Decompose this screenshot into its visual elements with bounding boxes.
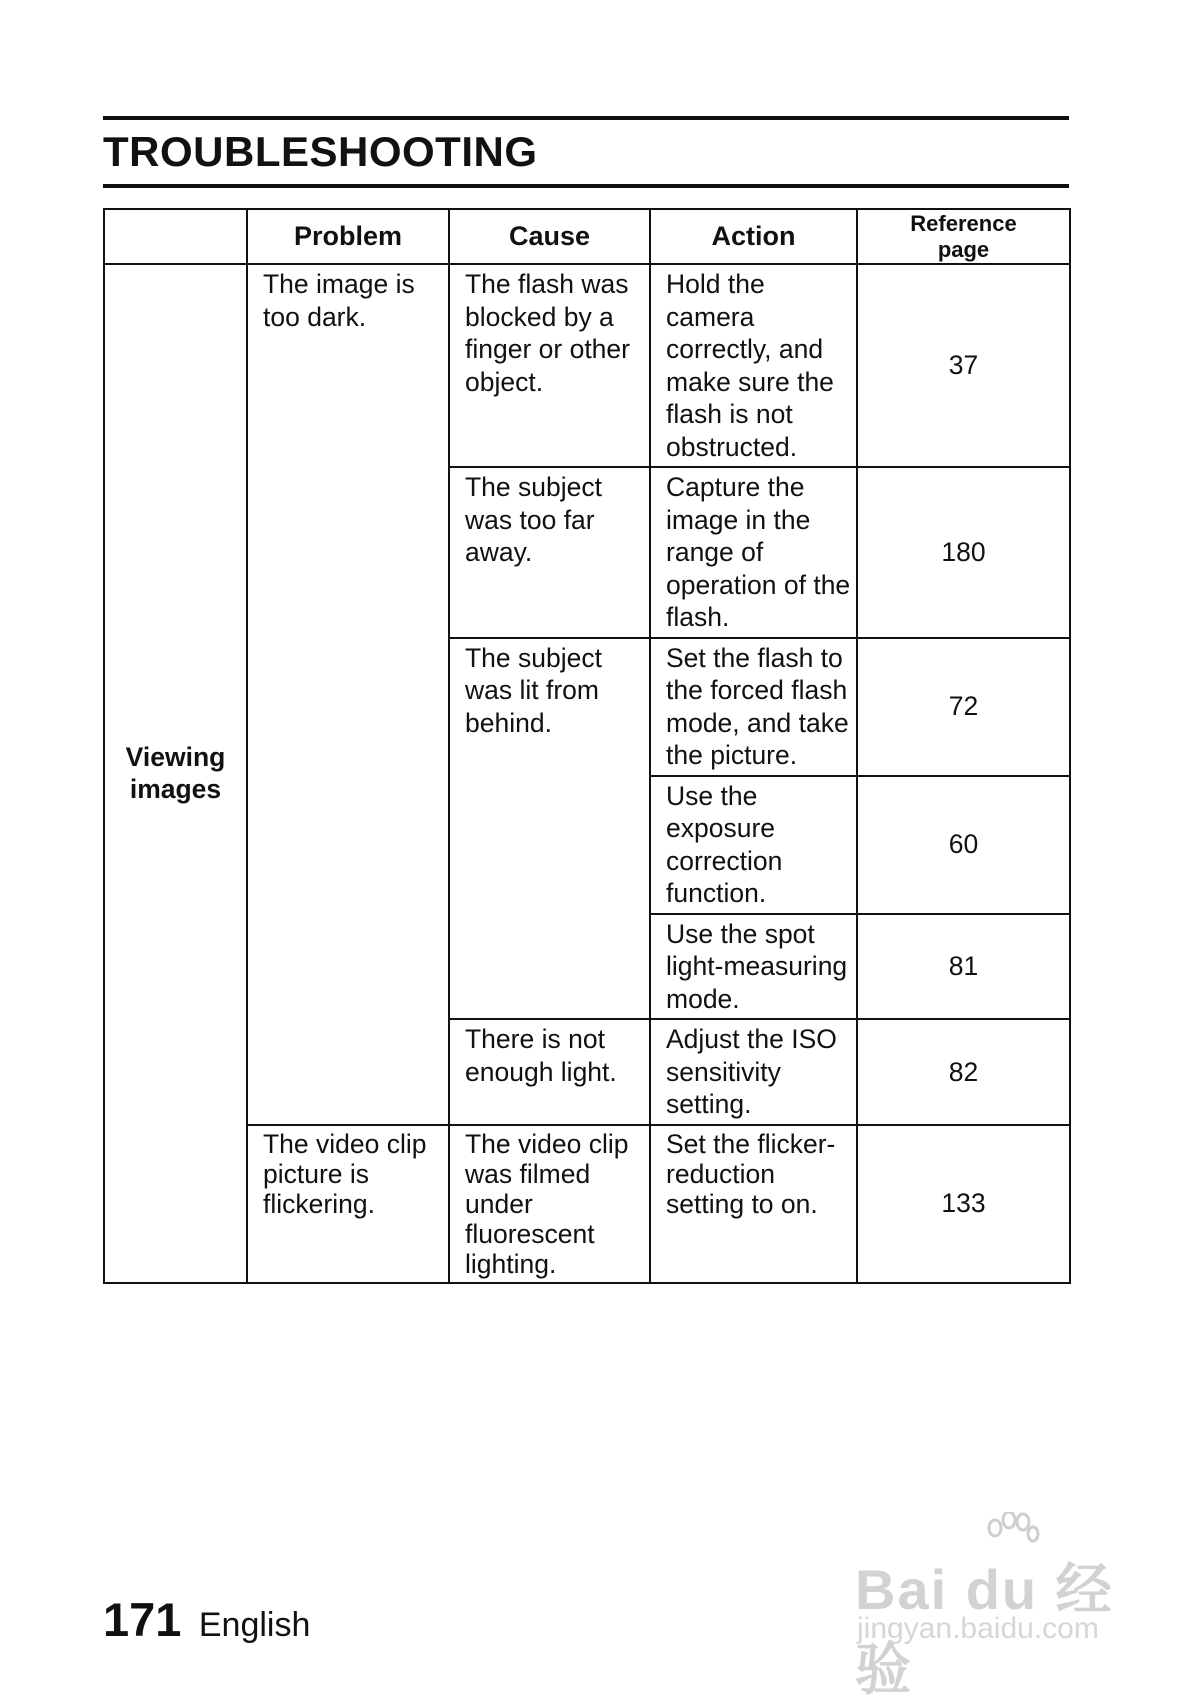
problem-cell: The image is too dark.: [247, 264, 449, 1125]
table-row: [104, 264, 1070, 467]
action-cell: Hold the camera correctly, and make sure the flash is not obstructed.: [650, 264, 857, 467]
action-cell: Set the flicker-reduction setting to on.: [650, 1125, 857, 1283]
category-cell: [104, 264, 247, 1283]
cause-cell: The subject was lit from behind.: [449, 638, 650, 1020]
header-action: Action: [650, 209, 857, 264]
reference-page-cell: 37: [857, 264, 1070, 467]
problem-cell: The video clip picture is flickering.: [247, 1125, 449, 1283]
cause-cell: There is not enough light.: [449, 1019, 650, 1125]
action-cell: Use the exposure correction function.: [650, 776, 857, 914]
page-footer: [103, 1592, 310, 1647]
title-rule-top: [103, 116, 1069, 120]
watermark-brand: Bai du 经验: [855, 1558, 1114, 1701]
language-label: English: [198, 1606, 311, 1644]
page-title: TROUBLESHOOTING: [103, 128, 538, 175]
reference-page-cell: 82: [857, 1019, 1070, 1125]
header-reference-line2: page: [937, 236, 990, 262]
header-reference-page: [857, 209, 1070, 264]
reference-page-cell: 133: [857, 1125, 1070, 1283]
reference-page-cell: 60: [857, 776, 1070, 914]
action-cell: Capture the image in the range of operation of the flash.: [650, 467, 857, 638]
header-cause: Cause: [449, 209, 650, 264]
reference-page-cell: 180: [857, 467, 1070, 638]
table-row: [104, 1125, 1070, 1283]
watermark-url: jingyan.baidu.com: [857, 1612, 1099, 1645]
table-header-row: [104, 209, 1070, 264]
header-reference-line1: Reference: [910, 210, 1017, 236]
reference-page-cell: 72: [857, 638, 1070, 776]
cause-cell: The flash was blocked by a finger or other object.: [449, 264, 650, 467]
cause-cell: The subject was too far away.: [449, 467, 650, 638]
header-problem: Problem: [247, 209, 449, 264]
action-cell: Adjust the ISO sensitivity setting.: [650, 1019, 857, 1125]
header-category: [104, 209, 247, 264]
reference-page-cell: 81: [857, 914, 1070, 1020]
title-rule-bottom: [103, 184, 1069, 188]
category-label: Viewing images: [125, 741, 226, 805]
action-cell: Set the flash to the forced flash mode, and take the picture.: [650, 638, 857, 776]
baidu-watermark: [855, 1512, 1135, 1701]
action-cell: Use the spot light-measuring mode.: [650, 914, 857, 1020]
troubleshooting-table: [103, 208, 1071, 1284]
cause-cell: The video clip was filmed under fluorescent lighting.: [449, 1125, 650, 1283]
page-number: 171: [103, 1593, 182, 1646]
